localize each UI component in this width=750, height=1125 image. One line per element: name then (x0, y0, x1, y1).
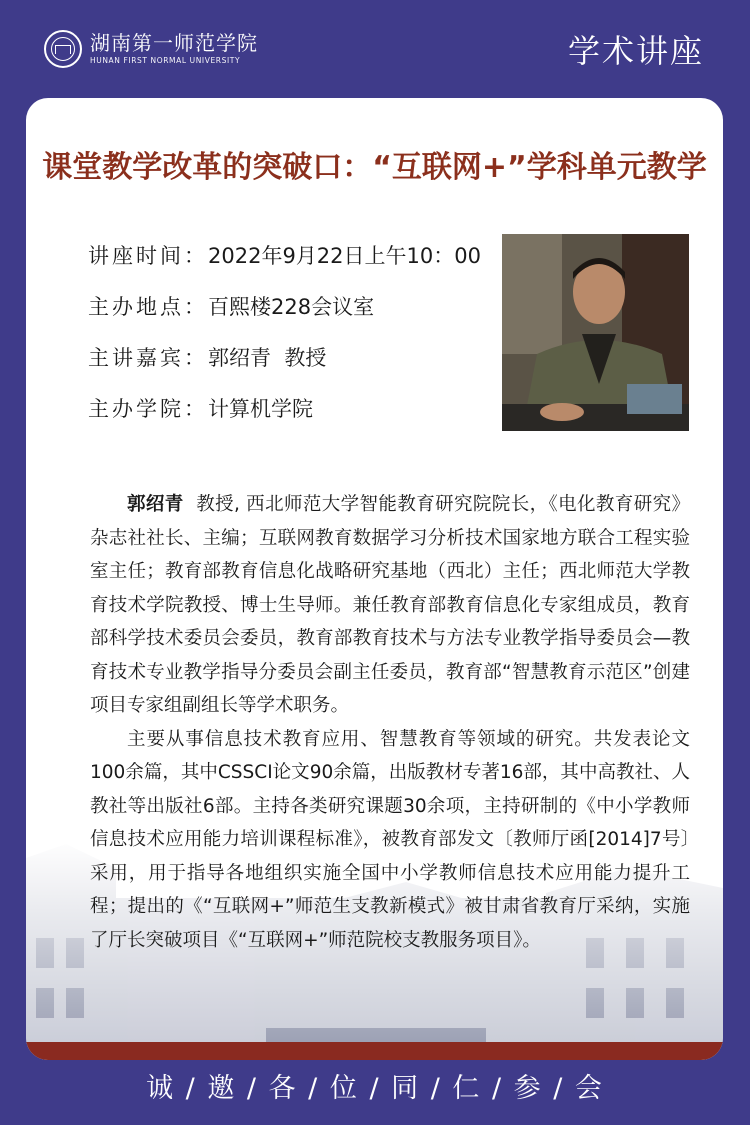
info-value: 百熙楼228会议室 (208, 295, 375, 319)
invitation-footer: 诚 / 邀 / 各 / 位 / 同 / 仁 / 参 / 会 (146, 1073, 604, 1104)
bio-paragraph-1-text: 教授, 西北师范大学智能教育研究院院长，《电化教育研究》杂志社社长、主编；互联网教育数据学习分析技术国家地方联合工程实验室主任；教育部教育信息化战略研究基地（西北）主任；西北师范大学教育技术学院教授、博士生导师。兼任教育部教育信息化专家组成员，教育部科学技术委员会委员，教育部教育技术与方法专业教学指导委员会—教育技术专业教学指导分委员会副主任委员，教育部“智慧教育示范区”创建项目专家组副组长等学术职务。 (90, 494, 690, 716)
info-row-time (88, 236, 481, 287)
school-name-en: HUNAN FIRST NORMAL UNIVERSITY (90, 56, 241, 65)
speaker-bio (90, 488, 690, 957)
category-title: 学术讲座 (567, 32, 704, 70)
speaker-photo (502, 234, 689, 431)
poster-card (26, 98, 723, 1060)
lecture-info (88, 236, 481, 440)
bio-paragraph-2: 主要从事信息技术教育应用、智慧教育等领域的研究。共发表论文100余篇，其中CSSCI论文90余篇，出版教材专著16部，其中高教社、人教社等出版社6部。主持各类研究课题30余项，主持研制的《中小学教师信息技术应用能力培训课程标准》，被教育部发文〔教师厅函[2014]7号〕采用，用于指导各地组织实施全国中小学教师信息技术应用能力提升工程；提出的《“互联网+”师范生支教新模式》被甘肃省教育厅采纳，实施了厅长突破项目《“互联网+”师范院校支教服务项目》。 (90, 728, 690, 951)
info-label: 讲座时间： (88, 244, 208, 268)
school-name-cn: 湖南第一师范学院 (90, 31, 258, 55)
info-value: 计算机学院 (208, 397, 313, 421)
info-label: 主办学院： (88, 397, 208, 421)
info-label: 主办地点： (88, 295, 208, 319)
info-row-location (88, 287, 481, 338)
info-value: 郭绍青 教授 (208, 346, 327, 370)
info-label: 主讲嘉宾： (88, 346, 208, 370)
info-row-college (88, 389, 481, 440)
school-seal-icon (44, 30, 82, 68)
card-bottom-band (26, 1042, 723, 1060)
info-value: 2022年9月22日上午10：00 (208, 244, 481, 268)
speaker-name: 郭绍青 (127, 494, 184, 515)
bio-paragraph-1 (90, 488, 690, 723)
lecture-title: 课堂教学改革的突破口：“互联网+”学科单元教学 (42, 150, 707, 185)
header (0, 0, 750, 98)
info-row-speaker (88, 338, 481, 389)
school-logo (44, 30, 258, 68)
